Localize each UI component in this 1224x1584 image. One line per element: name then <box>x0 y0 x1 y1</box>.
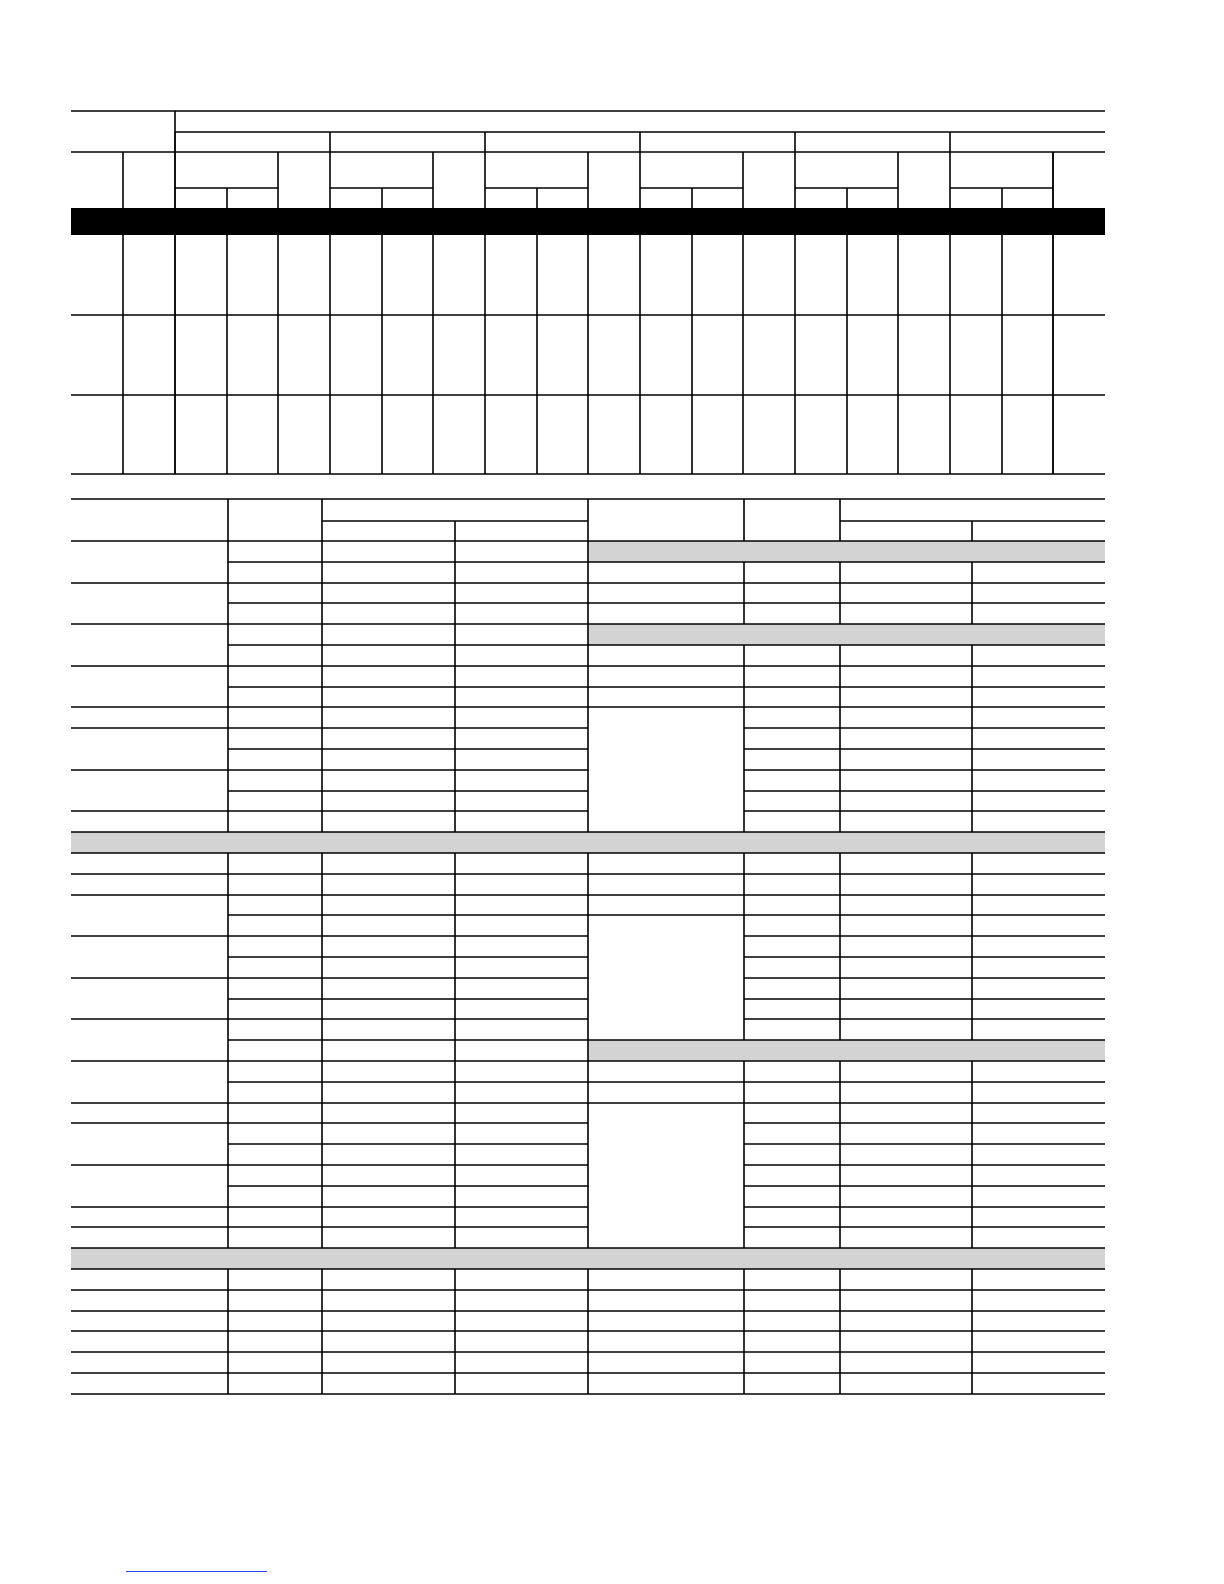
table1-section-band <box>71 208 1105 235</box>
table2-shaded-band <box>71 832 588 853</box>
table2-shaded-row <box>588 624 1105 645</box>
table2-shaded-row <box>588 1040 1105 1061</box>
table2-shaded-band <box>588 1248 1105 1269</box>
ratings-table <box>71 499 1105 1394</box>
footer-link[interactable] <box>126 1553 267 1572</box>
table2-shaded-band <box>71 1248 588 1269</box>
table2-shaded-row <box>588 541 1105 562</box>
table2-shaded-band <box>588 832 1105 853</box>
performance-table <box>71 111 1105 474</box>
